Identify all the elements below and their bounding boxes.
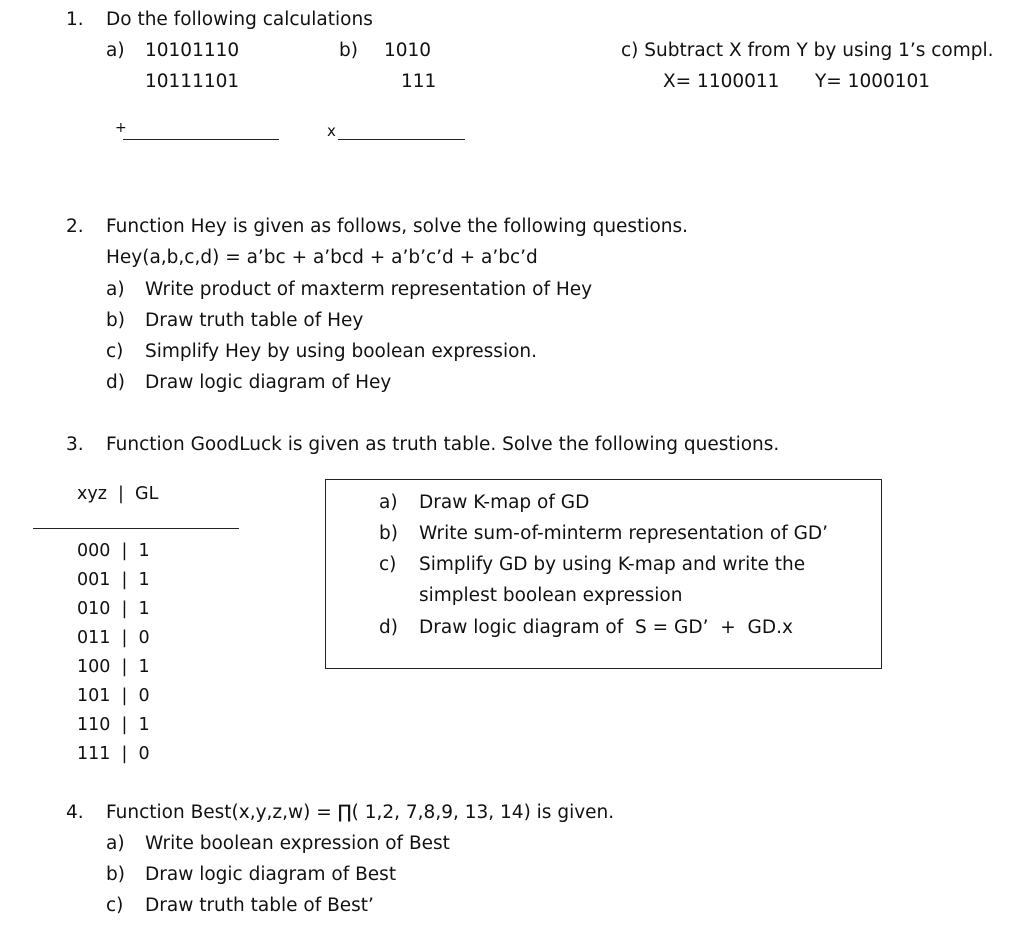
- q4-item-text: Write boolean expression of Best: [145, 833, 450, 854]
- q4-item-text: Draw truth table of Best’: [145, 895, 374, 916]
- q3-table-row: 000 | 1: [77, 541, 150, 561]
- q1-a-operand1: 10101110: [145, 40, 240, 61]
- q1-b-operand2: 111: [401, 71, 437, 92]
- q2-item-text: Draw logic diagram of Hey: [145, 372, 392, 393]
- q3-table-divider: [33, 528, 239, 529]
- q3-item-label: a): [379, 492, 398, 513]
- q2-item-text: Write product of maxterm representation of Hey: [145, 279, 593, 300]
- q1-b-label: b): [339, 40, 358, 61]
- q3-item-label: c): [379, 554, 397, 575]
- q3-item-text: Draw K-map of GD: [419, 492, 590, 513]
- q3-title: Function GoodLuck is given as truth table. Solve the following questions.: [106, 434, 780, 455]
- q4-item-label: b): [106, 864, 125, 885]
- q2-title: Function Hey is given as follows, solve the following questions.: [106, 216, 689, 237]
- q3-item-label: b): [379, 523, 398, 544]
- q3-table-row: 010 | 1: [77, 599, 150, 619]
- q3-number: 3.: [66, 434, 84, 455]
- q1-b-answer-line: [338, 139, 465, 140]
- q3-table-row: 100 | 1: [77, 657, 150, 677]
- q2-item-label: d): [106, 372, 125, 393]
- q4-item-label: c): [106, 895, 124, 916]
- q3-item-text-continued: simplest boolean expression: [419, 585, 683, 606]
- q3-item-text: Write sum-of-minterm representation of GD’: [419, 523, 829, 544]
- q3-table-row: 011 | 0: [77, 628, 150, 648]
- q1-b-operator: x: [327, 122, 336, 140]
- q3-table-row: 111 | 0: [77, 744, 150, 764]
- q1-b-operand1: 1010: [384, 40, 432, 61]
- q2-expression: Hey(a,b,c,d) = a’bc + a’bcd + a’b’c’d + a’bc’d: [106, 247, 538, 268]
- q1-a-operator: +: [115, 120, 127, 136]
- q1-c-x-value: X= 1100011: [663, 71, 780, 92]
- q4-item-label: a): [106, 833, 125, 854]
- q3-table-row: 001 | 1: [77, 570, 150, 590]
- q1-a-label: a): [106, 40, 125, 61]
- q3-item-text: Simplify GD by using K-map and write the: [419, 554, 806, 575]
- q1-title: Do the following calculations: [106, 9, 373, 30]
- q3-table-row: 110 | 1: [77, 715, 150, 735]
- q2-item-text: Draw truth table of Hey: [145, 310, 364, 331]
- q1-a-answer-line: [123, 139, 279, 140]
- q2-item-text: Simplify Hey by using boolean expression.: [145, 341, 538, 362]
- q2-item-label: c): [106, 341, 124, 362]
- q1-c-text: c) Subtract X from Y by using 1’s compl.: [621, 40, 994, 61]
- q3-item-label: d): [379, 617, 398, 638]
- q3-table-header: xyz | GL: [77, 484, 159, 504]
- q4-item-text: Draw logic diagram of Best: [145, 864, 397, 885]
- q2-item-label: b): [106, 310, 125, 331]
- q4-title: Function Best(x,y,z,w) = ∏( 1,2, 7,8,9, 13, 14) is given.: [106, 802, 615, 823]
- q4-number: 4.: [66, 802, 84, 823]
- q2-number: 2.: [66, 216, 84, 237]
- q2-item-label: a): [106, 279, 125, 300]
- q1-c-y-value: Y= 1000101: [815, 71, 931, 92]
- q3-item-text: Draw logic diagram of S = GD’ + GD.x: [419, 617, 793, 638]
- q1-number: 1.: [66, 9, 84, 30]
- q1-a-operand2: 10111101: [145, 71, 240, 92]
- q3-table-row: 101 | 0: [77, 686, 150, 706]
